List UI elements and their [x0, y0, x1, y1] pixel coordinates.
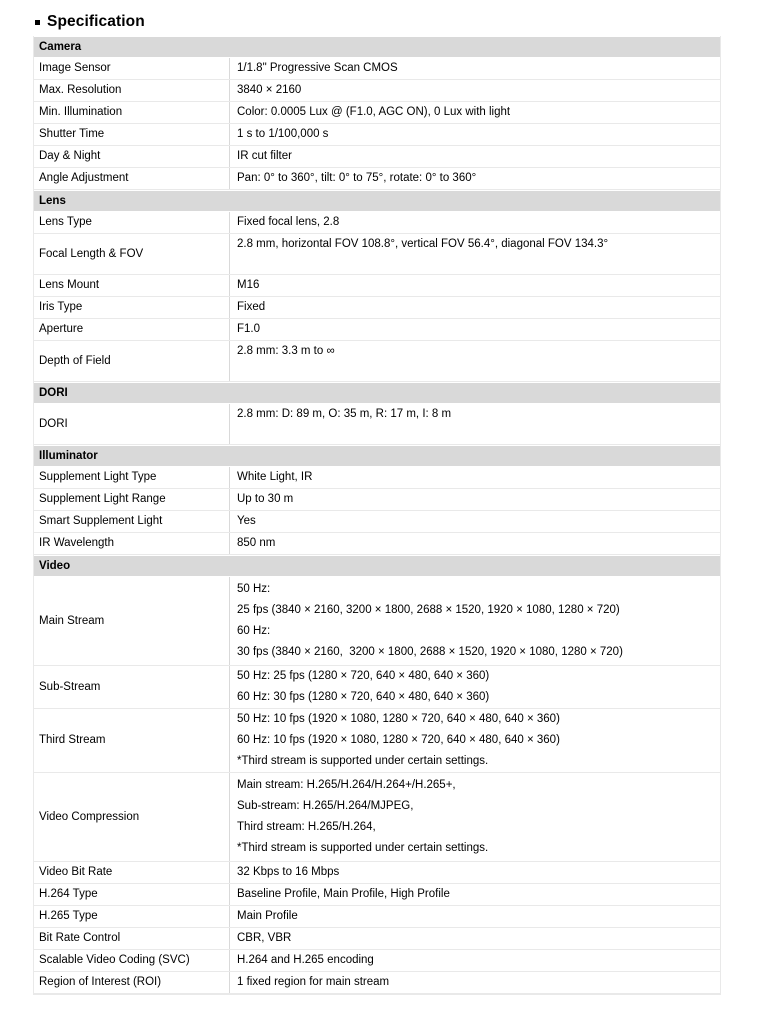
table-row: [34, 666, 720, 709]
square-bullet-icon: [35, 20, 40, 25]
table-row: [34, 168, 720, 190]
spec-value-line: 2.8 mm, horizontal FOV 108.8°, vertical FOV 56.4°, diagonal FOV 134.3°: [237, 238, 609, 250]
spec-value-line: Up to 30 m: [237, 493, 294, 505]
spec-value: [229, 862, 720, 883]
table-row: [34, 212, 720, 234]
spec-value: [229, 146, 720, 167]
spec-value: [229, 884, 720, 905]
spec-label: Focal Length & FOV: [39, 247, 144, 260]
spec-value: [229, 906, 720, 927]
spec-value: [229, 234, 720, 274]
spec-value: [229, 102, 720, 123]
table-row: [34, 511, 720, 533]
spec-value: [229, 168, 720, 189]
spec-value-line: Main stream: H.265/H.264/H.264+/H.265+,: [237, 779, 456, 791]
table-row: [34, 234, 720, 275]
spec-value: [229, 950, 720, 971]
spec-value-line: Third stream: H.265/H.264,: [237, 821, 376, 833]
spec-value: [229, 297, 720, 318]
table-row: [34, 862, 720, 884]
spec-value: [229, 124, 720, 145]
spec-value-line: 32 Kbps to 16 Mbps: [237, 866, 340, 878]
table-row: [34, 972, 720, 994]
spec-label: Main Stream: [39, 614, 105, 627]
spec-value: [229, 577, 720, 665]
spec-label: DORI: [39, 417, 68, 430]
table-row: [34, 102, 720, 124]
spec-value: [229, 80, 720, 101]
spec-value-line: Color: 0.0005 Lux @ (F1.0, AGC ON), 0 Lux with light: [237, 106, 511, 118]
spec-value: [229, 709, 720, 772]
table-row: [34, 124, 720, 146]
spec-value-line: CBR, VBR: [237, 932, 292, 944]
table-row: [34, 146, 720, 168]
spec-label: Video Compression: [39, 810, 140, 823]
spec-value: [229, 275, 720, 296]
spec-label: Angle Adjustment: [39, 172, 129, 184]
spec-value: [229, 319, 720, 340]
table-row: [34, 489, 720, 511]
spec-label: Scalable Video Coding (SVC): [39, 954, 190, 966]
table-row: [34, 80, 720, 102]
spec-value-line: Fixed focal lens, 2.8: [237, 216, 340, 228]
spec-value-line: 25 fps (3840 × 2160, 3200 × 1800, 2688 × 1520, 1920 × 1080, 1280 × 720): [237, 604, 620, 616]
table-row: [34, 906, 720, 928]
specification-table: [33, 36, 721, 995]
spec-value: [229, 511, 720, 532]
spec-label: Lens Mount: [39, 279, 100, 291]
spec-label: Iris Type: [39, 301, 83, 313]
spec-value-line: 50 Hz: 10 fps (1920 × 1080, 1280 × 720, 640 × 480, 640 × 360): [237, 713, 560, 725]
table-row: [34, 341, 720, 382]
spec-label: Depth of Field: [39, 354, 111, 367]
table-row: [34, 58, 720, 80]
spec-label: Lens Type: [39, 216, 92, 228]
spec-value-line: Sub-stream: H.265/H.264/MJPEG,: [237, 800, 414, 812]
section-header-illuminator: Illuminator: [34, 445, 720, 467]
page-title: Specification: [47, 13, 145, 30]
table-row: [34, 467, 720, 489]
spec-value-line: Yes: [237, 515, 256, 527]
section-header-video: Video: [34, 555, 720, 577]
spec-value-line: 60 Hz:: [237, 625, 271, 637]
spec-value: [229, 467, 720, 488]
table-row: [34, 884, 720, 906]
spec-value: [229, 341, 720, 381]
spec-label: Day & Night: [39, 150, 101, 162]
table-row: [34, 533, 720, 555]
spec-value-line: 60 Hz: 10 fps (1920 × 1080, 1280 × 720, 640 × 480, 640 × 360): [237, 734, 560, 746]
spec-value-line: Fixed: [237, 301, 266, 313]
section-header-dori: DORI: [34, 382, 720, 404]
spec-value-line: 30 fps (3840 × 2160, 3200 × 1800, 2688 × 1520, 1920 × 1080, 1280 × 720): [237, 646, 623, 658]
spec-label: Smart Supplement Light: [39, 515, 163, 527]
spec-label: H.265 Type: [39, 910, 98, 922]
spec-value-line: 2.8 mm: 3.3 m to ∞: [237, 345, 335, 357]
spec-label: Image Sensor: [39, 62, 111, 74]
spec-value: [229, 533, 720, 554]
spec-label: H.264 Type: [39, 888, 98, 900]
table-row: [34, 928, 720, 950]
section-header-lens: Lens: [34, 190, 720, 212]
spec-value: [229, 212, 720, 233]
spec-value: [229, 58, 720, 79]
spec-label: IR Wavelength: [39, 537, 114, 549]
table-row: [34, 319, 720, 341]
spec-label: Max. Resolution: [39, 84, 122, 96]
spec-label: Aperture: [39, 323, 84, 335]
spec-value-line: 3840 × 2160: [237, 84, 302, 96]
spec-value: [229, 666, 720, 708]
spec-label: Shutter Time: [39, 128, 105, 140]
spec-label: Third Stream: [39, 734, 106, 746]
spec-value: [229, 404, 720, 444]
spec-label: Video Bit Rate: [39, 866, 113, 878]
spec-value-line: 850 nm: [237, 537, 276, 549]
spec-value-line: 50 Hz: 25 fps (1280 × 720, 640 × 480, 640 × 360): [237, 670, 490, 682]
page-title-row: [33, 13, 726, 31]
table-row: [34, 297, 720, 319]
spec-value-line: 2.8 mm: D: 89 m, O: 35 m, R: 17 m, I: 8 m: [237, 408, 452, 420]
spec-value-line: 50 Hz:: [237, 583, 271, 595]
spec-label: Sub-Stream: [39, 680, 101, 693]
table-row: [34, 404, 720, 445]
table-row: [34, 950, 720, 972]
table-row: [34, 709, 720, 773]
spec-value-line: 1/1.8" Progressive Scan CMOS: [237, 62, 398, 74]
spec-value-line: F1.0: [237, 323, 261, 335]
spec-value-line: *Third stream is supported under certain settings.: [237, 755, 489, 767]
spec-label: Bit Rate Control: [39, 932, 121, 944]
spec-value: [229, 489, 720, 510]
table-row: [34, 275, 720, 297]
spec-value-line: H.264 and H.265 encoding: [237, 954, 374, 966]
spec-value-line: 1 fixed region for main stream: [237, 976, 390, 988]
spec-value-line: IR cut filter: [237, 150, 292, 162]
spec-value: [229, 928, 720, 949]
spec-value-line: Pan: 0° to 360°, tilt: 0° to 75°, rotate: 0° to 360°: [237, 172, 477, 184]
section-header-camera: Camera: [34, 36, 720, 58]
spec-value-line: 60 Hz: 30 fps (1280 × 720, 640 × 480, 640 × 360): [237, 691, 490, 703]
spec-label: Supplement Light Type: [39, 471, 157, 483]
spec-value-line: M16: [237, 279, 260, 291]
spec-value: [229, 972, 720, 993]
spec-label: Region of Interest (ROI): [39, 976, 162, 988]
spec-value-line: White Light, IR: [237, 471, 313, 483]
spec-label: Supplement Light Range: [39, 493, 166, 505]
spec-value-line: 1 s to 1/100,000 s: [237, 128, 329, 140]
spec-value-line: Main Profile: [237, 910, 298, 922]
table-row: [34, 577, 720, 666]
spec-value-line: Baseline Profile, Main Profile, High Profile: [237, 888, 450, 900]
spec-label: Min. Illumination: [39, 106, 123, 118]
table-row: [34, 773, 720, 862]
spec-value-line: *Third stream is supported under certain settings.: [237, 842, 489, 854]
spec-value: [229, 773, 720, 861]
